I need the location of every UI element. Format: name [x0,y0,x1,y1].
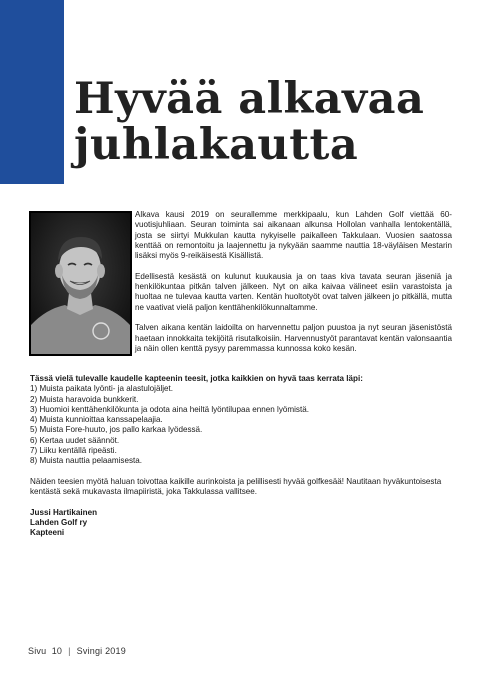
page-footer [28,646,126,656]
title-line-2: juhlakautta [74,120,359,170]
blue-accent-block [0,0,64,184]
list-item: 7) Liiku kentällä ripeästi. [30,446,117,456]
signature-name: Jussi Hartikainen [30,507,98,517]
intro-paragraph: Edellisestä kesästä on kulunut kuukausia ja on taas kiva tavata seuran jäseniä ja henkilökuntaa pitkän talven jälkeen. Nyt on aika kaivaa välineet esiin varastoista ja huoltaa ne tulevaa kautta varten. Kentän huoltotyöt ovat talven jälkeen jo pitkällä, mutta ne vaativat vielä paljon kenttähenkilökunnaltamme. [135,271,452,312]
article-body [30,374,453,539]
list-item: 8) Muista nauttia pelaamisesta. [30,456,143,466]
portrait-photo-icon [31,213,130,354]
list-item: 5) Muista Fore-huuto, jos pallo karkaa lyödessä. [30,425,203,435]
page-number: Sivu 10 [28,646,63,656]
list-item: 1) Muista paikata lyönti- ja alastulojäljet. [30,384,174,394]
intro-paragraph: Alkava kausi 2019 on seurallemme merkkipaalu, kun Lahden Golf viettää 60-vuotisjuhliaan. Seuran toiminta sai aikanaan alkunsa Hollolan vanhalla lentokentällä, josta se siirtyi Mukkulan kautta nykyiselle paikalleen Takkulaan. Vuosien saatossa kenttää on remontoitu ja laajennettu ja nykyään saamme nauttia 18-väyläisen Mestarin lisäksi myös 9-reikäisestä Kisällistä. [135,210,452,261]
list-item: 6) Kertaa uudet säännöt. [30,435,120,445]
list-item: 4) Muista kunnioittaa kanssapelaajia. [30,415,163,425]
signature-role: Kapteeni [30,528,65,538]
intro-paragraph: Talven aikana kentän laidoilta on harvennettu paljon puustoa ja nyt seuran jäsenistöstä haetaan innokkaita tekijöitä risutalkoisiin. Harvennustyöt parantavat kentän valonsaantia ja näin ollen kenttä pysyy paremmassa kunnossa koko kesän. [135,323,452,353]
title-line-1: Hyvää alkavaa [74,74,425,124]
signature-club: Lahden Golf ry [30,518,88,528]
publication-name: Svingi 2019 [76,646,126,656]
tips-heading: Tässä vielä tulevalle kaudelle kapteenin teesit, jotka kaikkien on hyvä taas kerrata läpi: [30,374,363,383]
intro-text [135,210,452,364]
footer-separator: | [68,646,71,656]
list-item: 2) Muista haravoida bunkkerit. [30,394,139,404]
closing-paragraph: Näiden teesien myötä haluan toivottaa kaikille aurinkoista ja pelillisesti hyvää golfkesää! Nautitaan hyväkuntoisesta kentästä sekä mukavasta ilmapiiristä, joka Takkulassa vallitsee. [30,476,442,497]
page-title [74,76,464,168]
tips-list [30,384,453,466]
list-item: 3) Huomioi kenttähenkilökunta ja odota aina heiltä lyöntilupaa ennen lyömistä. [30,404,309,414]
signature-block [30,508,453,539]
portrait-photo [29,211,132,356]
